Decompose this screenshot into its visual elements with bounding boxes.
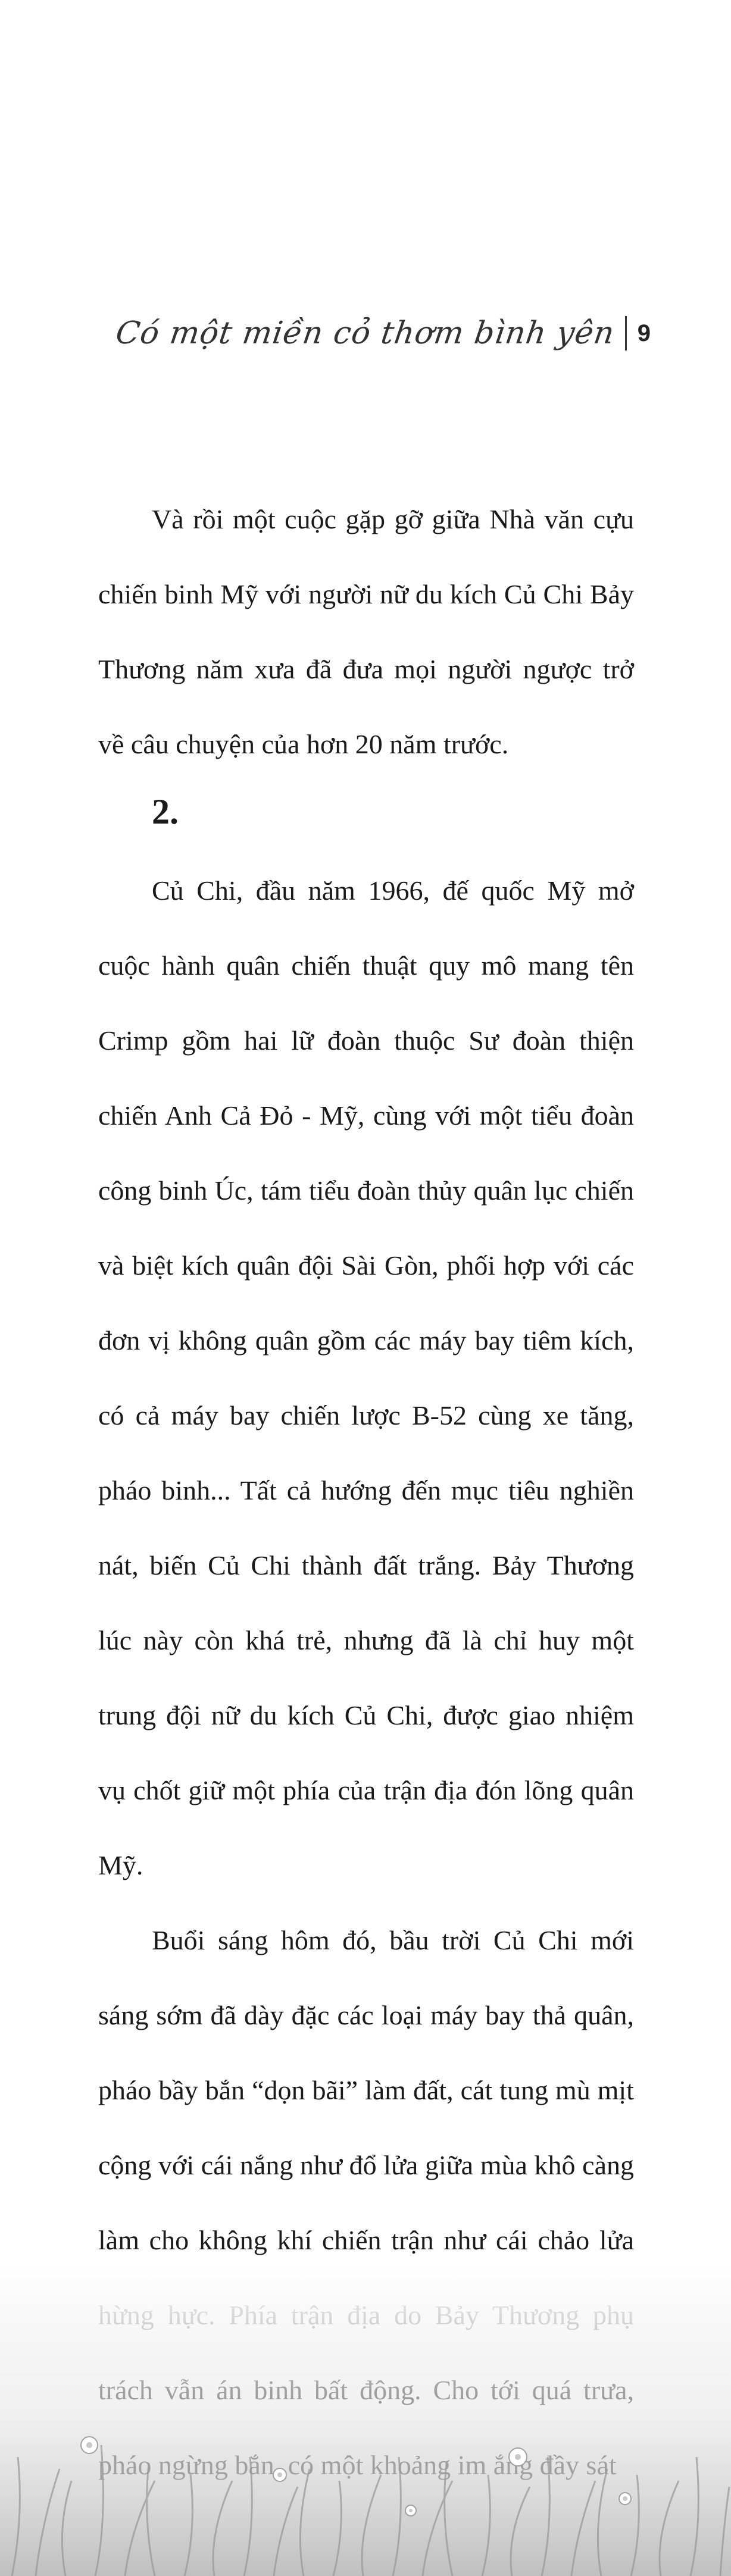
section-heading: 2.	[152, 792, 179, 831]
running-header-title: Có một miền cỏ thơm bình yên	[113, 315, 617, 351]
body-paragraph-2: Buổi sáng hôm đó, bầu trời Củ Chi mới sáng sớm đã dày đặc các loại máy bay thả quân, pháo bầy bắn “dọn bãi” làm đất, cát tung mù mịt cộng với cái nắng như đổ lửa giữa mùa khô càng làm cho không khí chiến trận như cái chảo lửa	[98, 1925, 634, 2255]
intro-paragraph: Và rồi một cuộc gặp gỡ giữa Nhà văn cựu chiến binh Mỹ với người nữ du kích Củ Chi Bảy Thương năm xưa đã đưa mọi người ngược trở về câu chuyện của hơn 20 năm trước.	[98, 504, 634, 759]
page-number: 9	[637, 320, 651, 346]
header-separator	[625, 316, 627, 350]
grass-illustration	[0, 2267, 731, 2576]
running-header	[113, 315, 651, 351]
body-paragraph-1: Củ Chi, đầu năm 1966, đế quốc Mỹ mở cuộc hành quân chiến thuật quy mô mang tên Crimp gồm hai lữ đoàn thuộc Sư đoàn thiện chiến Anh Cả Đỏ - Mỹ, cùng với một tiểu đoàn công binh Úc, tám tiểu đoàn thủy quân lục chiến và biệt kích quân đội Sài Gòn, phối hợp với các đơn vị không quân gồm các máy bay tiêm kích, có cả máy bay chiến lược B-52 cùng xe tăng, pháo binh... Tất cả hướng đến mục tiêu nghiền nát, biến Củ Chi thành đất trắng. Bảy Thương lúc này còn khá trẻ, nhưng đã là chỉ huy một trung đội nữ du kích Củ Chi, được giao nhiệm vụ chốt giữ một phía của trận địa đón lõng quân Mỹ.	[98, 875, 634, 1880]
page-body	[98, 482, 634, 2503]
